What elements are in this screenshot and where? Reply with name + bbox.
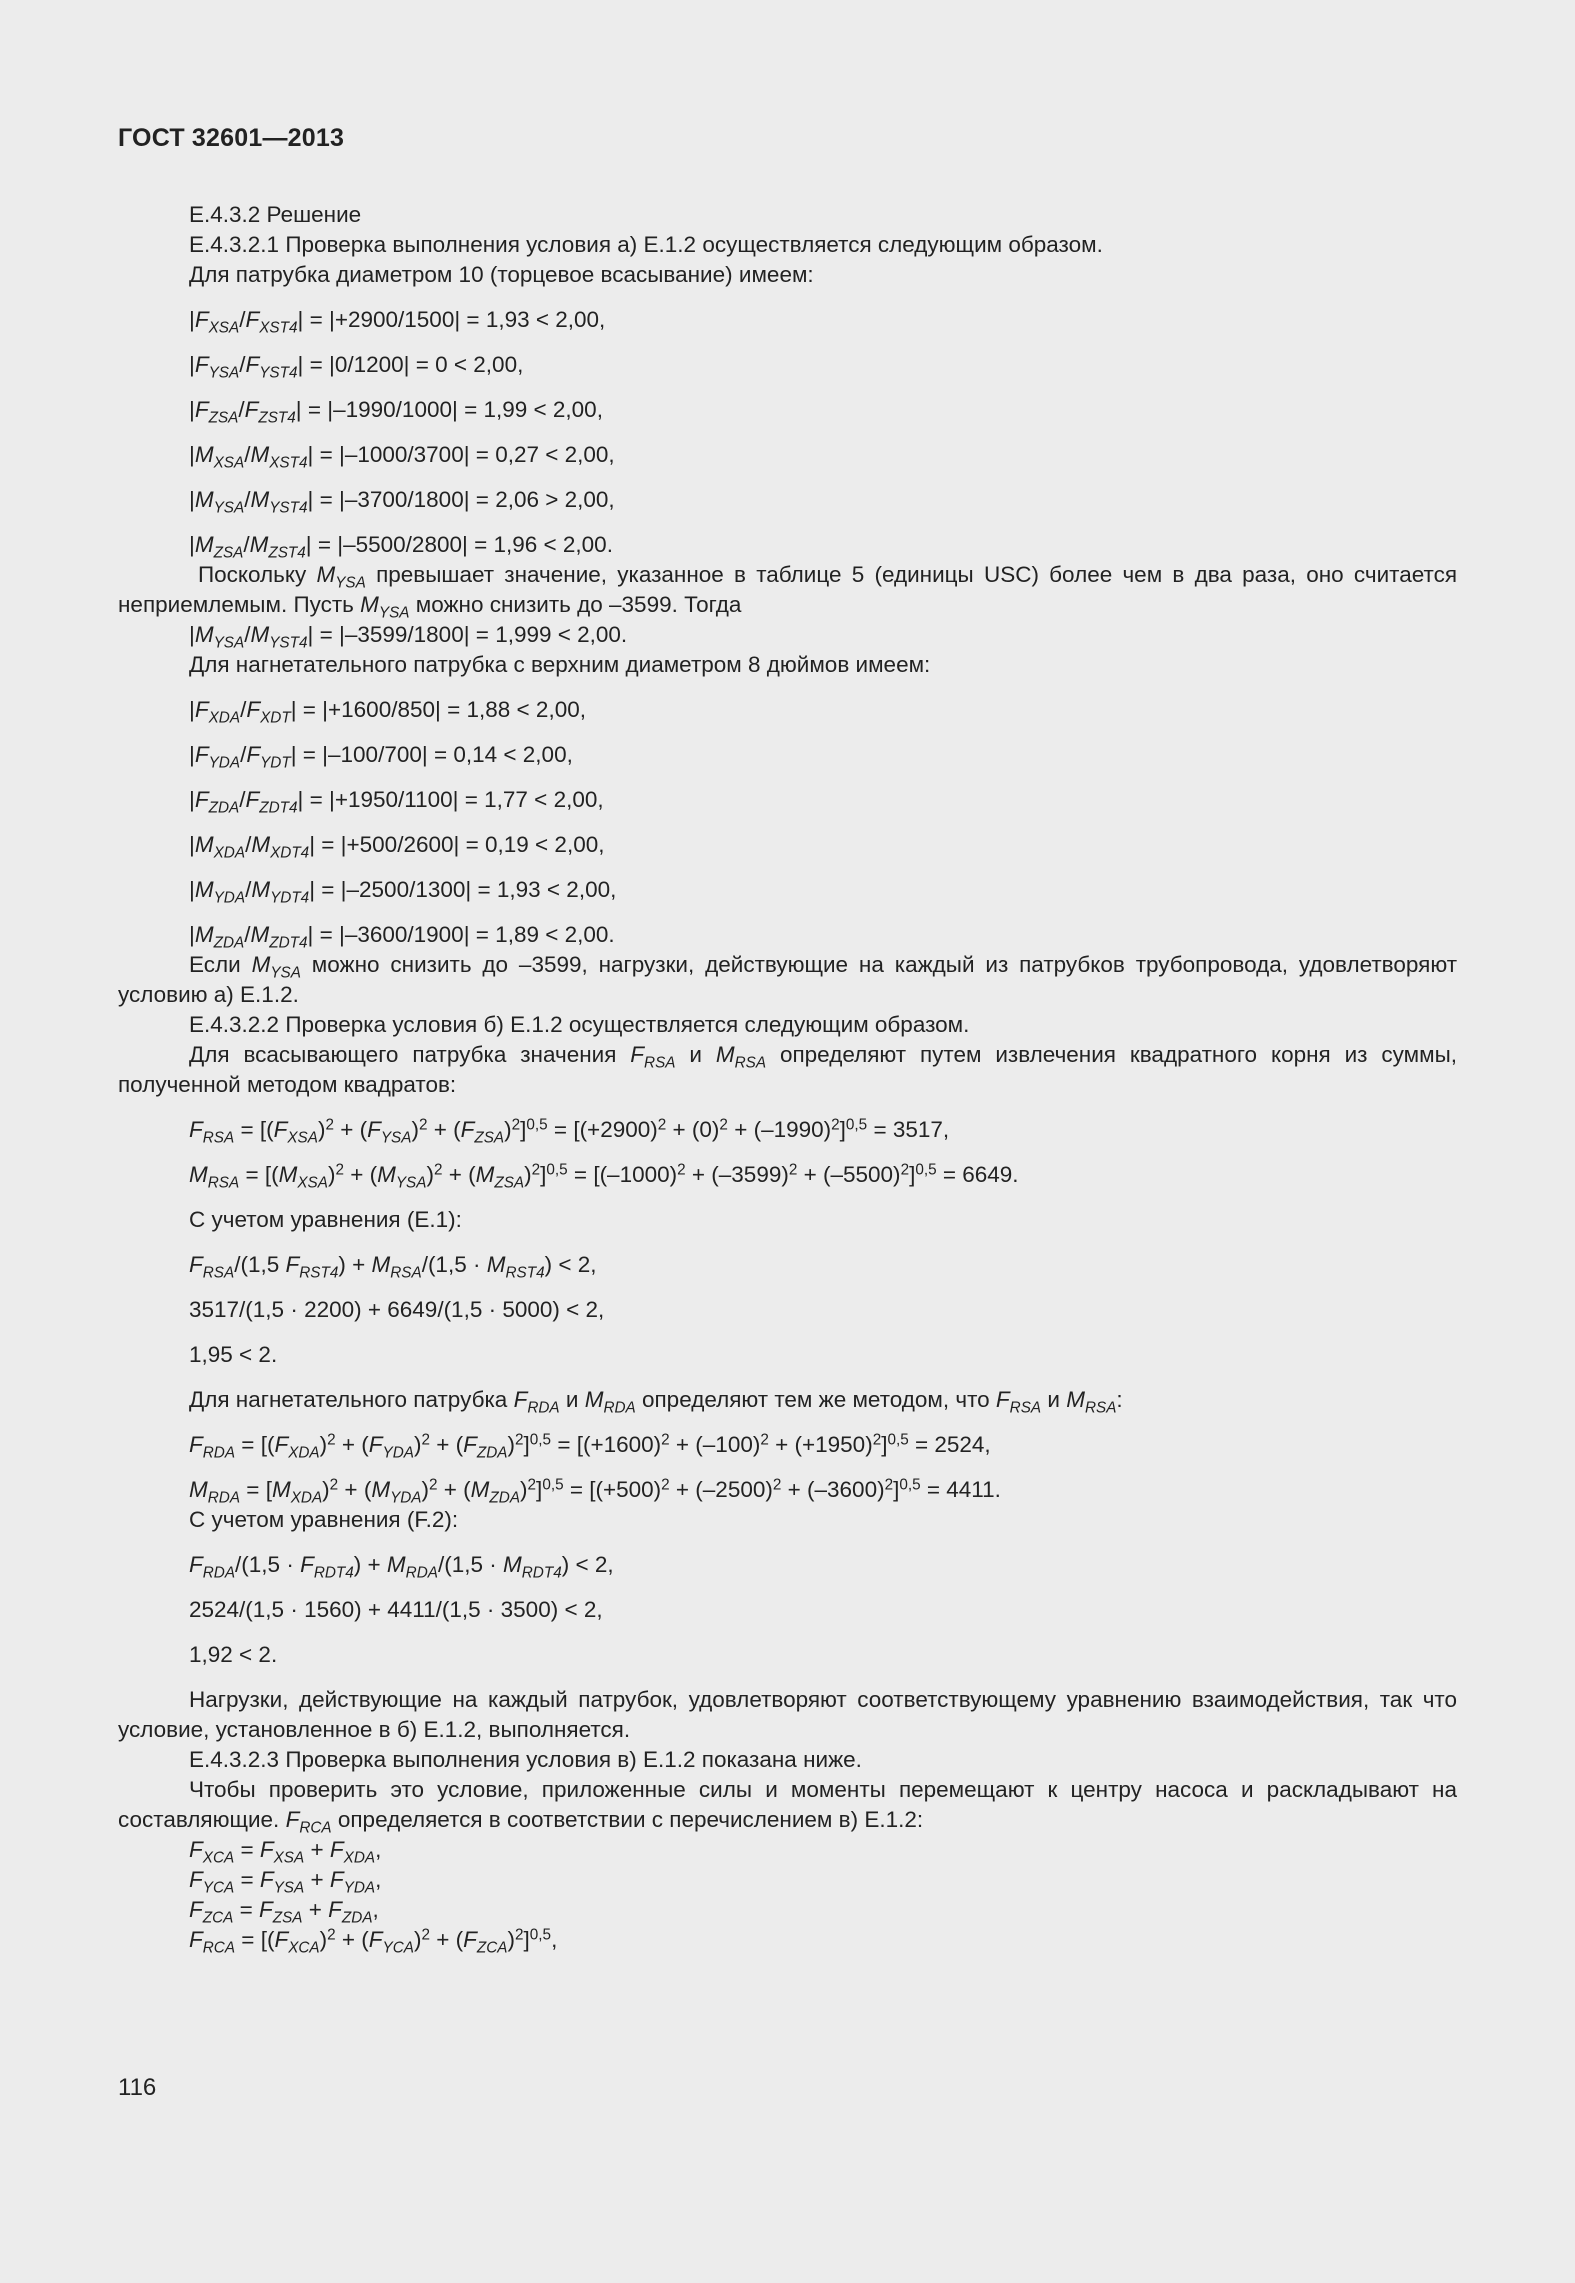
paragraph: Для патрубка диаметром 10 (торцевое всасывание) имеем: <box>189 262 814 287</box>
formula-line: $F_{YCA} = F_{YSA} + F_{YDA}$, <box>189 1867 382 1897</box>
spacer <box>118 770 1457 785</box>
spacer <box>118 725 1457 740</box>
spacer <box>118 425 1457 440</box>
formula-line: $|F_{XSA}/F_{XST4}| = |+2900/1500| = 1,93 < 2,00$, <box>189 307 606 337</box>
formula-line: 1,95 < 2. <box>189 1342 278 1367</box>
formula-line: 3517/(1,5 · 2200) + 6649/(1,5 · 5000) < 2, <box>189 1297 605 1322</box>
spacer <box>118 1580 1457 1595</box>
formula-line: $|M_{YSA}/M_{YST4}| = |-3599/1800| = 1,999 < 2,00$. <box>189 622 628 652</box>
formula-line: $F_{RSA}/(1,5$ $F_{RST4}) + M_{RSA}/(1,5 \cdot M_{RST4}) < 2$, <box>189 1252 597 1282</box>
paragraph: E.4.3.2 Решение <box>189 202 362 227</box>
spacer <box>118 380 1457 395</box>
spacer <box>118 1145 1457 1160</box>
formula-line: $|F_{ZDA}/F_{ZDT4}| = |+1950/1100| = 1,77 < 2,00$, <box>189 787 604 817</box>
spacer <box>118 1535 1457 1550</box>
formula-line: $F_{ZCA} = F_{ZSA} + F_{ZDA}$, <box>189 1897 379 1927</box>
spacer <box>118 515 1457 530</box>
paragraph: Нагрузки, действующие на каждый патрубок, удовлетворяют соответствующему уравнению взаимодействия, так что условие, установленное в б) Е.1.2, выполняется. <box>118 1687 1457 1742</box>
paragraph: Для всасывающего патрубка значения $F_{RSA}$ и $M_{RSA}$ определяют путем извлечения квадратного корня из суммы, полученной методом квадратов: <box>118 1042 1457 1097</box>
formula-line: $|M_{YDA}/M_{YDT4}| = |-2500/1300| = 1,93 < 2,00$, <box>189 877 617 907</box>
spacer <box>118 1370 1457 1385</box>
spacer <box>118 1325 1457 1340</box>
paragraph: Если $M_{YSA}$ можно снизить до –3599, нагрузки, действующие на каждый из патрубков трубопровода, удовлетворяют условию а) Е.1.2. <box>118 952 1458 1007</box>
spacer <box>118 1280 1457 1295</box>
spacer <box>118 860 1457 875</box>
spacer <box>118 1100 1457 1115</box>
formula-line: $|F_{YDA}/F_{YDT}| = |-100/700| = 0,14 < 2,00$, <box>189 742 573 772</box>
spacer <box>118 815 1457 830</box>
formula-line: $M_{RDA} = [M_{XDA})^2 + (M_{YDA})^2 + (M_{ZDA})^2]^{0,5} = [(+500)^2 + (-2500)^2 + (-3600)^2]^{0,5} = 4411$. <box>189 1476 1001 1507</box>
formula-line: $F_{RSA} = [(F_{XSA})^2 + (F_{YSA})^2 + (F_{ZSA})^2]^{0,5} = [(+2900)^2 + (0)^2 + (-1990)^2]^{0,5} = 3517$, <box>189 1116 950 1147</box>
paragraph: С учетом уравнения (F.2): <box>189 1507 459 1532</box>
paragraph: Для нагнетательного патрубка $F_{RDA}$ и $M_{RDA}$ определяют тем же методом, что $F_{RSA}$ и $M_{RSA}$: <box>189 1387 1123 1417</box>
spacer <box>118 335 1457 350</box>
formula-line: $F_{RDA} = [(F_{XDA})^2 + (F_{YDA})^2 + (F_{ZDA})^2]^{0,5} = [(+1600)^2 + (-100)^2 + (+1950)^2]^{0,5} = 2524$, <box>189 1431 991 1462</box>
paragraph: С учетом уравнения (Е.1): <box>189 1207 462 1232</box>
spacer <box>118 1190 1457 1205</box>
formula-line: $|M_{ZDA}/M_{ZDT4}| = |-3600/1900| = 1,89 < 2,00$. <box>189 922 615 952</box>
paragraph: Поскольку $M_{YSA}$ превышает значение, указанное в таблице 5 (единицы USC) более чем в два раза, оно считается неприемлемым. Пусть $M_{YSA}$ можно снизить до –3599. Тогда <box>118 562 1458 622</box>
formula-line: $|M_{YSA}/M_{YST4}| = |-3700/1800| = 2,06 > 2,00$, <box>189 487 615 517</box>
formula-line: $|M_{ZSA}/M_{ZST4}| = |-5500/2800| = 1,96 < 2,00$. <box>189 532 613 562</box>
spacer <box>118 680 1457 695</box>
formula-line: $|F_{YSA}/F_{YST4}| = |0/1200| = 0 < 2,00$, <box>189 352 524 382</box>
paragraph: E.4.3.2.1 Проверка выполнения условия а) Е.1.2 осуществляется следующим образом. <box>189 232 1103 257</box>
formula-line: $M_{RSA} = [(M_{XSA})^2 + (M_{YSA})^2 + (M_{ZSA})^2]^{0,5} = [(-1000)^2 + (-3599)^2 + (-5500)^2]^{0,5} = 6649$. <box>189 1161 1019 1192</box>
document-body <box>118 200 1457 1955</box>
paragraph: Чтобы проверить это условие, приложенные силы и моменты перемещают к центру насоса и раскладывают на составляющие. $F_{RCA}$ определяется в соответствии с перечислением в) Е.1.2: <box>118 1777 1457 1837</box>
spacer <box>118 1415 1457 1430</box>
spacer <box>118 1235 1457 1250</box>
formula-line: $F_{RCA} = [(F_{XCA})^2 + (F_{YCA})^2 + (F_{ZCA})^2]^{0,5}$, <box>189 1926 558 1957</box>
formula-line: $|M_{XSA}/M_{XST4}| = |-1000/3700| = 0,27 < 2,00$, <box>189 442 615 472</box>
spacer <box>118 1625 1457 1640</box>
formula-line: $|F_{ZSA}/F_{ZST4}| = |-1990/1000| = 1,99 < 2,00$, <box>189 397 603 427</box>
spacer <box>118 290 1457 305</box>
formula-line: $|F_{XDA}/F_{XDT}| = |+1600/850| = 1,88 < 2,00$, <box>189 697 586 727</box>
formula-line: $F_{XCA} = F_{XSA} + F_{XDA}$, <box>189 1837 382 1867</box>
spacer <box>118 1670 1457 1685</box>
spacer <box>118 1460 1457 1475</box>
formula-line: $F_{RDA}/(1,5 \cdot F_{RDT4}) + M_{RDA}/(1,5 \cdot M_{RDT4}) < 2$, <box>189 1552 614 1582</box>
formula-line: 2524/(1,5 · 1560) + 4411/(1,5 · 3500) < 2, <box>189 1597 603 1622</box>
paragraph: E.4.3.2.3 Проверка выполнения условия в) Е.1.2 показана ниже. <box>189 1747 862 1772</box>
page-header: ГОСТ 32601—2013 <box>118 124 345 152</box>
spacer <box>118 470 1457 485</box>
paragraph: E.4.3.2.2 Проверка условия б) Е.1.2 осуществляется следующим образом. <box>189 1012 970 1037</box>
formula-line: $|M_{XDA}/M_{XDT4}| = |+500/2600| = 0,19 < 2,00$, <box>189 832 605 862</box>
paragraph: Для нагнетательного патрубка с верхним диаметром 8 дюймов имеем: <box>189 652 931 677</box>
spacer <box>118 905 1457 920</box>
formula-line: 1,92 < 2. <box>189 1642 278 1667</box>
page-number: 116 <box>118 2074 157 2101</box>
